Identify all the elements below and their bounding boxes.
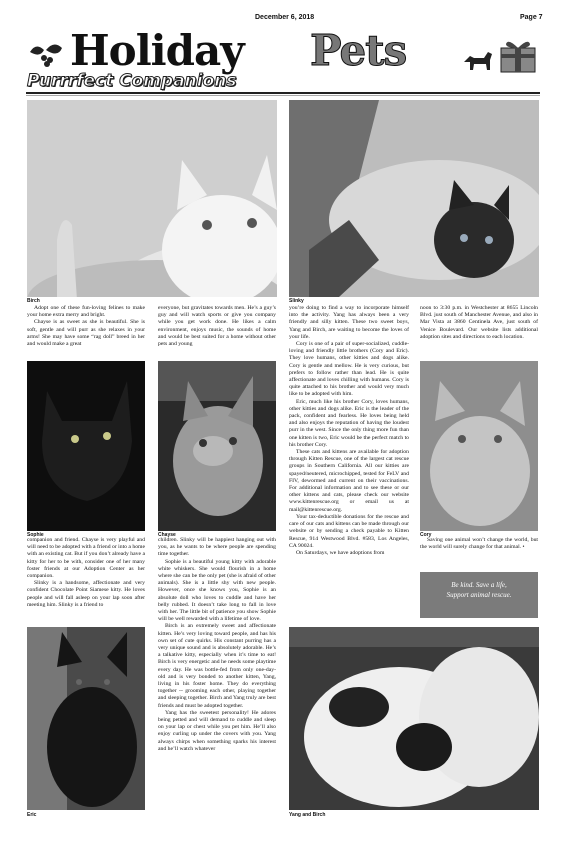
- paragraph: companion and friend. Chayse is very playful and will need to be adopted with a friend or into a home with an existing cat. But if you don’t already have a kitty for her to be with, consider one of her many foster friends at our Adoption Center as her companion.: [27, 537, 145, 580]
- section-title: Purrrfect Companions: [27, 71, 237, 91]
- paragraph: Sophie is a beautiful young kitty with adorable white whiskers. She would flourish in a home where she can be the only pet (she is afraid of other animals). She is a little shy with new people. However, once she knows you, Sophie is an absolute doll who loves to cuddle and have her belly rubbed. It doesn’t take long to fall in love with her. The little bit of patience you show Sophie will be well rewarded with a lifetime of love.: [158, 558, 276, 623]
- sleeping-kittens-illustration: [289, 627, 539, 810]
- caption-yang-birch: Yang and Birch: [289, 812, 326, 818]
- paragraph: noon to 3:30 p.m. in Westchester at 8655 Lincoln Blvd. just south of Manchester Avenue, and also in Mar Vista at 3860 Centinela Ave, just south of Venice Boulevard. Our website lists additional adoption sites and directions to each location.: [420, 305, 538, 340]
- column-2b: [158, 537, 276, 753]
- calico-kitten-illustration: [158, 361, 276, 531]
- gift-box-icon: [498, 36, 538, 74]
- dog-silhouette-icon: [462, 48, 494, 72]
- paragraph: Cory is one of a pair of super-socialized, cuddle-loving and friendly little brothers (Cory and Eric). They love humans, other kitties and dogs alike. Cory is gentle and mellow. He is very curious, but prefers to follow rather than lead. He is quite affectionate and loves chilling with humans. Cory is quite attached to his brother and would very much like to be adopted with him.: [289, 341, 409, 398]
- paragraph: On Saturdays, we have adoptions from: [296, 549, 385, 556]
- paragraph: Saving one animal won’t change the world, but the world will surely change for that animal. •: [420, 537, 538, 551]
- paragraph: children. Slinky will be happiest hanging out with you, as he wants to be where people are spending time together.: [158, 537, 276, 558]
- siamese-cat-illustration: [289, 100, 539, 297]
- caption-cory: Cory: [420, 532, 432, 538]
- paragraph: Slinky is a handsome, affectionate and very confident Chocolate Point Siamese kitty. He loves people and will fall asleep on your lap soon after meeting him. Slinky is a friend to: [27, 580, 145, 608]
- caption-birch: Birch: [27, 298, 40, 304]
- issue-date: December 6, 2018: [255, 14, 315, 21]
- holly-icon: [26, 38, 66, 68]
- caption-eric: Eric: [27, 812, 37, 818]
- promo-line-2: Support animal rescue.: [446, 591, 512, 599]
- paragraph: These cats and kittens are available for adoption through Kitten Rescue, one of the largest cat rescue groups in Southern California. All our kitties are spayed/neutered, microchipped, tested for FeLV and FIV, dewormed and current on their vaccinations. For additional information and to see these or our other kittens and cats, please check our website www.kittenrescue.org or email us at mail@kittenrescue.org.: [289, 449, 409, 513]
- column-4b: [420, 537, 538, 551]
- promo-line-1: Be kind. Save a life,: [451, 581, 507, 589]
- photo-yang-birch: [289, 627, 539, 810]
- masthead-title-right: Pets: [310, 26, 407, 75]
- photo-birch: [27, 100, 277, 297]
- page-number: Page 7: [520, 14, 543, 21]
- black-cat-illustration: [27, 361, 145, 531]
- column-1b: [27, 537, 145, 609]
- masthead-title-left: Holiday: [70, 26, 244, 75]
- photo-slinky: [289, 100, 539, 297]
- photo-cory: [420, 361, 538, 531]
- caption-chayse: Chayse: [158, 532, 176, 538]
- masthead-rule: [26, 92, 540, 94]
- photo-chayse: [158, 361, 276, 531]
- paragraph: Your tax-deductible donations for the rescue and care of our cats and kittens can be made through our website or by sending a check payable to Kitten Rescue, 914 Westwood Blvd. #583, Los Angeles, CA 90024.: [289, 513, 409, 549]
- paragraph: Birch is an extremely sweet and affectionate kitten. He’s very loving toward people, and has his own set of cute quirks. His constant purring has a very unique sound and is absolutely adorable. He’s a talkative kitty, especially when it’s time to eat! Birch is very energetic and he needs some playtime every day. He was bottle-fed from only one-day-old and is very bonded to another kitten, Yang, living in his foster home. They do everything together -- grooming each other, playing together and sleeping together. Birch and Yang truly are best friends and must be adopted together.: [158, 623, 276, 709]
- photo-sophie: [27, 361, 145, 531]
- white-kitten-illustration: [27, 100, 277, 297]
- orange-kitten-illustration: [420, 361, 538, 531]
- caption-sophie: Sophie: [27, 532, 44, 538]
- paragraph: everyone, but gravitates towards men. He’s a guy’s guy and will watch sports or give you company while you get work done. He likes a calm environment, enjoys music, the sounds of home and would be best suited for a home without other pets and young: [158, 305, 276, 348]
- caption-slinky: Slinky: [289, 298, 304, 304]
- promo-box: [420, 572, 538, 618]
- paragraph: Adopt one of these fun-loving felines to make your home extra merry and bright.: [27, 305, 145, 319]
- black-kitten-illustration: [27, 627, 145, 810]
- column-3: [289, 305, 409, 557]
- photo-eric: [27, 627, 145, 810]
- column-2a: [158, 305, 276, 348]
- column-1a: [27, 305, 145, 348]
- masthead-rule-thin: [26, 95, 540, 96]
- paragraph: Eric, much like his brother Cory, loves humans, other kitties and dogs alike. Eric is the leader of the pack, confident and fearless. He loves being held and also enjoys the reputation of having the loudest purr in the west. Since the only thing more fun than one kitten is two, Eric would be the perfect match to his brother Cory.: [289, 398, 409, 448]
- paragraph: Yang has the sweetest personality! He adores being petted and will demand to cuddle and sleep on your lap or chest while you pet him. He’ll also enjoy curling up under the covers with you. Yang always chirps when something sparks his interest and he’ll watch whatever: [158, 709, 276, 752]
- column-4a: [420, 305, 538, 341]
- paragraph: Chayse is as sweet as she is beautiful. She is soft, gentle and will purr as she relaxes in your arms! She may have some “rag doll” breed in her and would make a great: [27, 319, 145, 348]
- paragraph: you’re doing to find a way to incorporate himself into the activity. Yang has always been a very friendly and silly kitten. These two sweet boys, Yang and Birch, are waiting to become the loves of your life.: [289, 305, 409, 340]
